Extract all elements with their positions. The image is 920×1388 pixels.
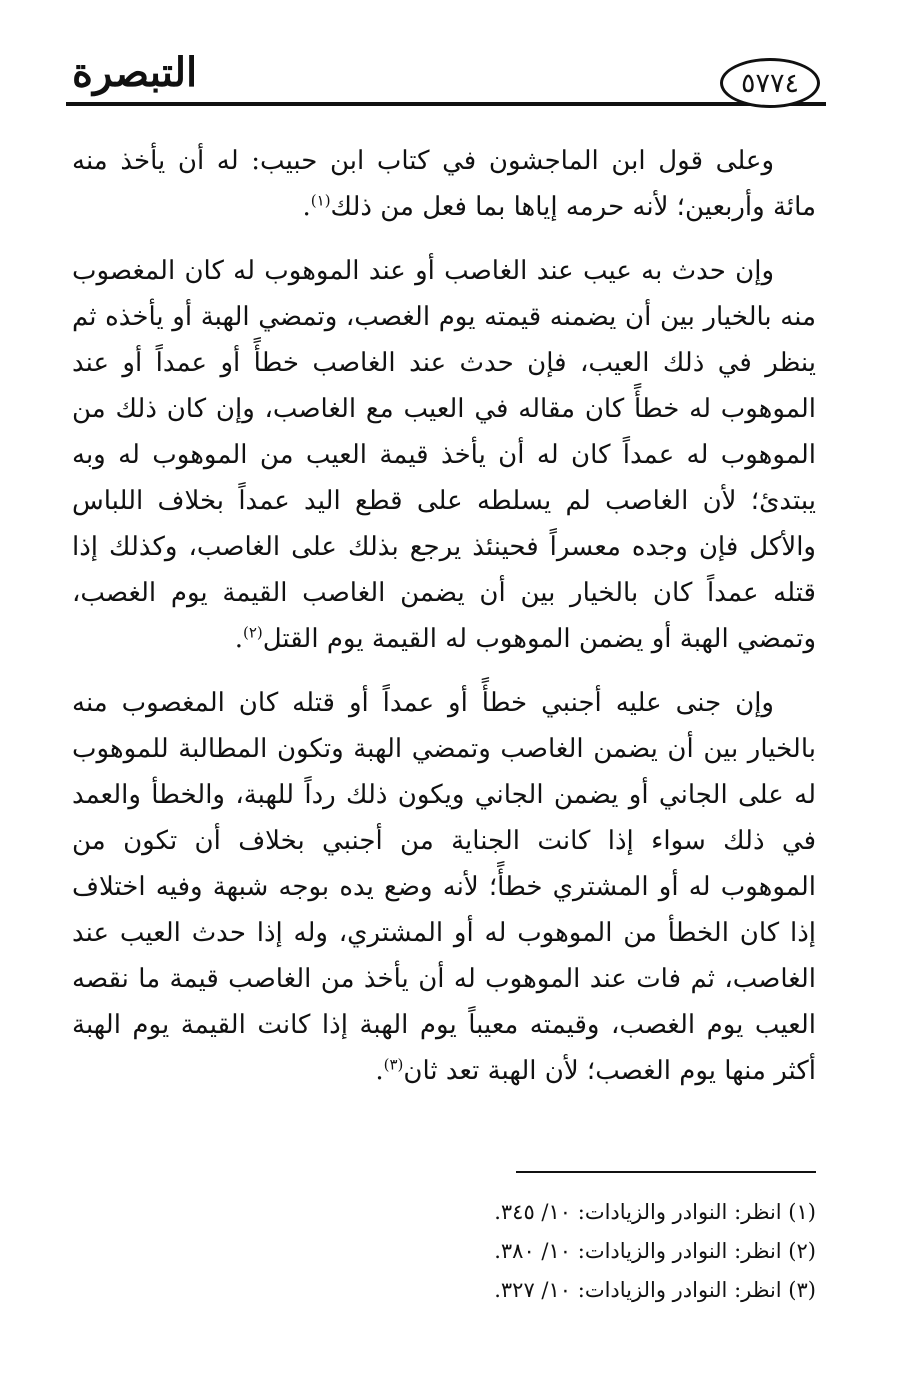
- footnote-ref-1: (١): [310, 191, 331, 210]
- paragraph-3: [72, 680, 816, 1094]
- paragraph-text: وعلى قول ابن الماجشون في كتاب ابن حبيب: له أن يأخذ منه مائة وأربعين؛ لأنه حرمه إياها بما فعل من ذلك: [72, 146, 816, 222]
- footnotes: [72, 1193, 816, 1310]
- footnote-2: (٢) انظر: النوادر والزيادات: ١٠/ ٣٨٠.: [494, 1239, 816, 1263]
- paragraph-end: .: [302, 192, 311, 222]
- page-number-badge: [720, 58, 820, 108]
- paragraph-1: [72, 138, 816, 230]
- paragraph-text: وإن جنى عليه أجنبي خطأً أو عمداً أو قتله كان المغصوب منه بالخيار بين أن يضمن الغاصب وتمضي الهبة وتكون المطالبة للموهوب له على الجاني أو يضمن الجاني ويكون ذلك رداً للهبة، والخطأ والعمد في ذلك سواء إذا كانت الجناية من أجنبي بخلاف أن تكون من الموهوب له أو المشتري خطأً؛ لأنه وضع يده بوجه شبهة وفيه اختلاف إذا كان الخطأ من الموهوب له أو المشتري، وله إذا حدث العيب عند الغاصب، ثم فات عند الموهوب له أن يأخذ من الغاصب قيمة ما نقصه العيب يوم الغصب، وقيمته معيباً يوم الهبة إذا كانت القيمة يوم الهبة أكثر منها يوم الغصب؛ لأن الهبة تعد ثان: [72, 688, 816, 1086]
- paragraph-end: .: [234, 624, 243, 654]
- main-text: [72, 138, 816, 1112]
- page-header: [66, 48, 826, 108]
- page-number: ٥٧٧٤: [740, 67, 799, 99]
- footnote-ref-3: (٣): [383, 1055, 404, 1074]
- paragraph-text: وإن حدث به عيب عند الغاصب أو عند الموهوب له كان المغصوب منه بالخيار بين أن يضمنه قيمته يوم الغصب، وتمضي الهبة أو يأخذه ثم ينظر في ذلك العيب، فإن حدث عند الغاصب خطأً أو عمداً أو عند الموهوب له خطأً كان مقاله في العيب مع الغاصب، وإن كان ذلك من الموهوب له عمداً كان له أن يأخذ قيمة العيب من الموهوب له وبه يبتدئ؛ لأن الغاصب لم يسلطه على قطع اليد عمداً بخلاف اللباس والأكل فإن وجده معسراً فحينئذ يرجع بذلك على الغاصب، وكذلك إذا قتله عمداً كان بالخيار بين أن يضمن الغاصب القيمة يوم الغصب، وتمضي الهبة أو يضمن الموهوب له القيمة يوم القتل: [72, 256, 816, 654]
- footnote-separator: [516, 1171, 816, 1173]
- paragraph-2: [72, 248, 816, 662]
- footnote-1: (١) انظر: النوادر والزيادات: ١٠/ ٣٤٥.: [494, 1200, 816, 1224]
- footnote-ref-2: (٢): [242, 623, 263, 642]
- header-rule: [66, 102, 826, 106]
- footnote-3: (٣) انظر: النوادر والزيادات: ١٠/ ٣٢٧.: [494, 1278, 816, 1302]
- paragraph-end: .: [375, 1056, 384, 1086]
- book-title: التبصرة: [72, 49, 198, 96]
